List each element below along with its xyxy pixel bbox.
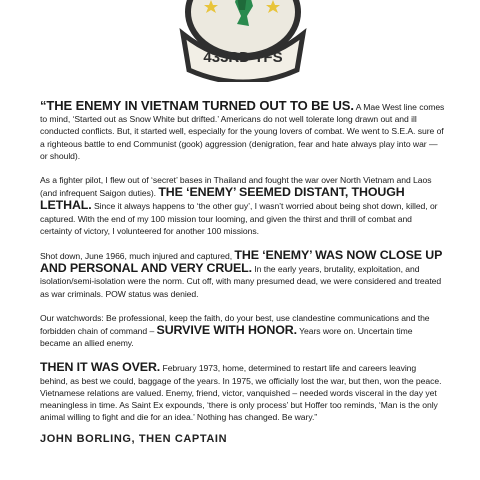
paragraph-5-text: February 1973, home, determined to restart life and careers leaving behind, as best we could, baggage of the years. In 1975, we officially lost the war, but then, won the peace. Vietnamese relations are valued. Enemy, friend, victor, vanquished – needed words visceral in the day yet meaningless in time. As Saint Ex expounds, ‘there is only process’ but Hoffer too reminds, ‘Man is the only animal willing to fight and die for an idea.’ Nothing has changed. Be wary.” [40,363,442,423]
paragraph-5-lead: THEN IT WAS OVER. [40,360,161,375]
paragraph-1-text: A Mae West line comes to mind, ‘Started out as Snow White but drifted.’ Americans do not well tolerate long drawn out and ill conducted conflicts. But, it started well, especially for the young lovers of combat. We went to S.E.A. sure of a righteous battle to end Communist (gook) aggression (denigration, fear and hate always play into war — or should). [40,102,445,161]
paragraph-3-pre: Shot down, June 1966, much injured and captured, [40,251,235,262]
paragraph-4-text: Years wore on. Uncertain time became an allied enemy. [40,326,413,349]
paragraph-4-pre: Our watchwords: Be professional, keep the faith, do your best, use clandestine communications and the forbidden chain of command – [40,312,430,337]
paragraph-3 [40,249,445,300]
paragraph-3-lead: THE ‘ENEMY’ WAS NOW CLOSE UP AND PERSONAL AND VERY CRUEL. [40,248,443,276]
squadron-patch [165,0,320,82]
paragraph-4-lead: SURVIVE WITH HONOR. [156,323,297,338]
paragraph-5 [40,361,445,423]
paragraph-1 [40,100,445,162]
paragraph-3-text: In the early years, brutality, exploitation, and isolation/semi-isolation were the norm. Cut off, with many presumed dead, we were considered and treated as war criminals. POW status was denied. [40,264,442,299]
patch-text: 433RD TFS [203,49,283,66]
paragraph-4 [40,312,445,350]
essay [40,100,445,445]
paragraph-2-pre: As a fighter pilot, I flew out of ‘secret’ bases in Thailand and fought the war over North Vietnam and Laos (and infrequent Saigon duties). [40,175,432,199]
paragraph-2 [40,174,445,237]
paragraph-2-lead: THE ‘ENEMY’ SEEMED DISTANT, THOUGH LETHAL. [40,185,405,213]
signature: JOHN BORLING, THEN CAPTAIN [40,433,228,446]
paragraph-2-text: Since it always happens to ‘the other guy’, I wasn’t worried about being shot down, killed, or captured. With the end of my 100 mission tour looming, and given the thirst and thrill of combat and certainty of victory, I volunteered for another 100 missions. [40,201,438,236]
paragraph-1-lead: “THE ENEMY IN VIETNAM TURNED OUT TO BE US. [40,98,354,113]
